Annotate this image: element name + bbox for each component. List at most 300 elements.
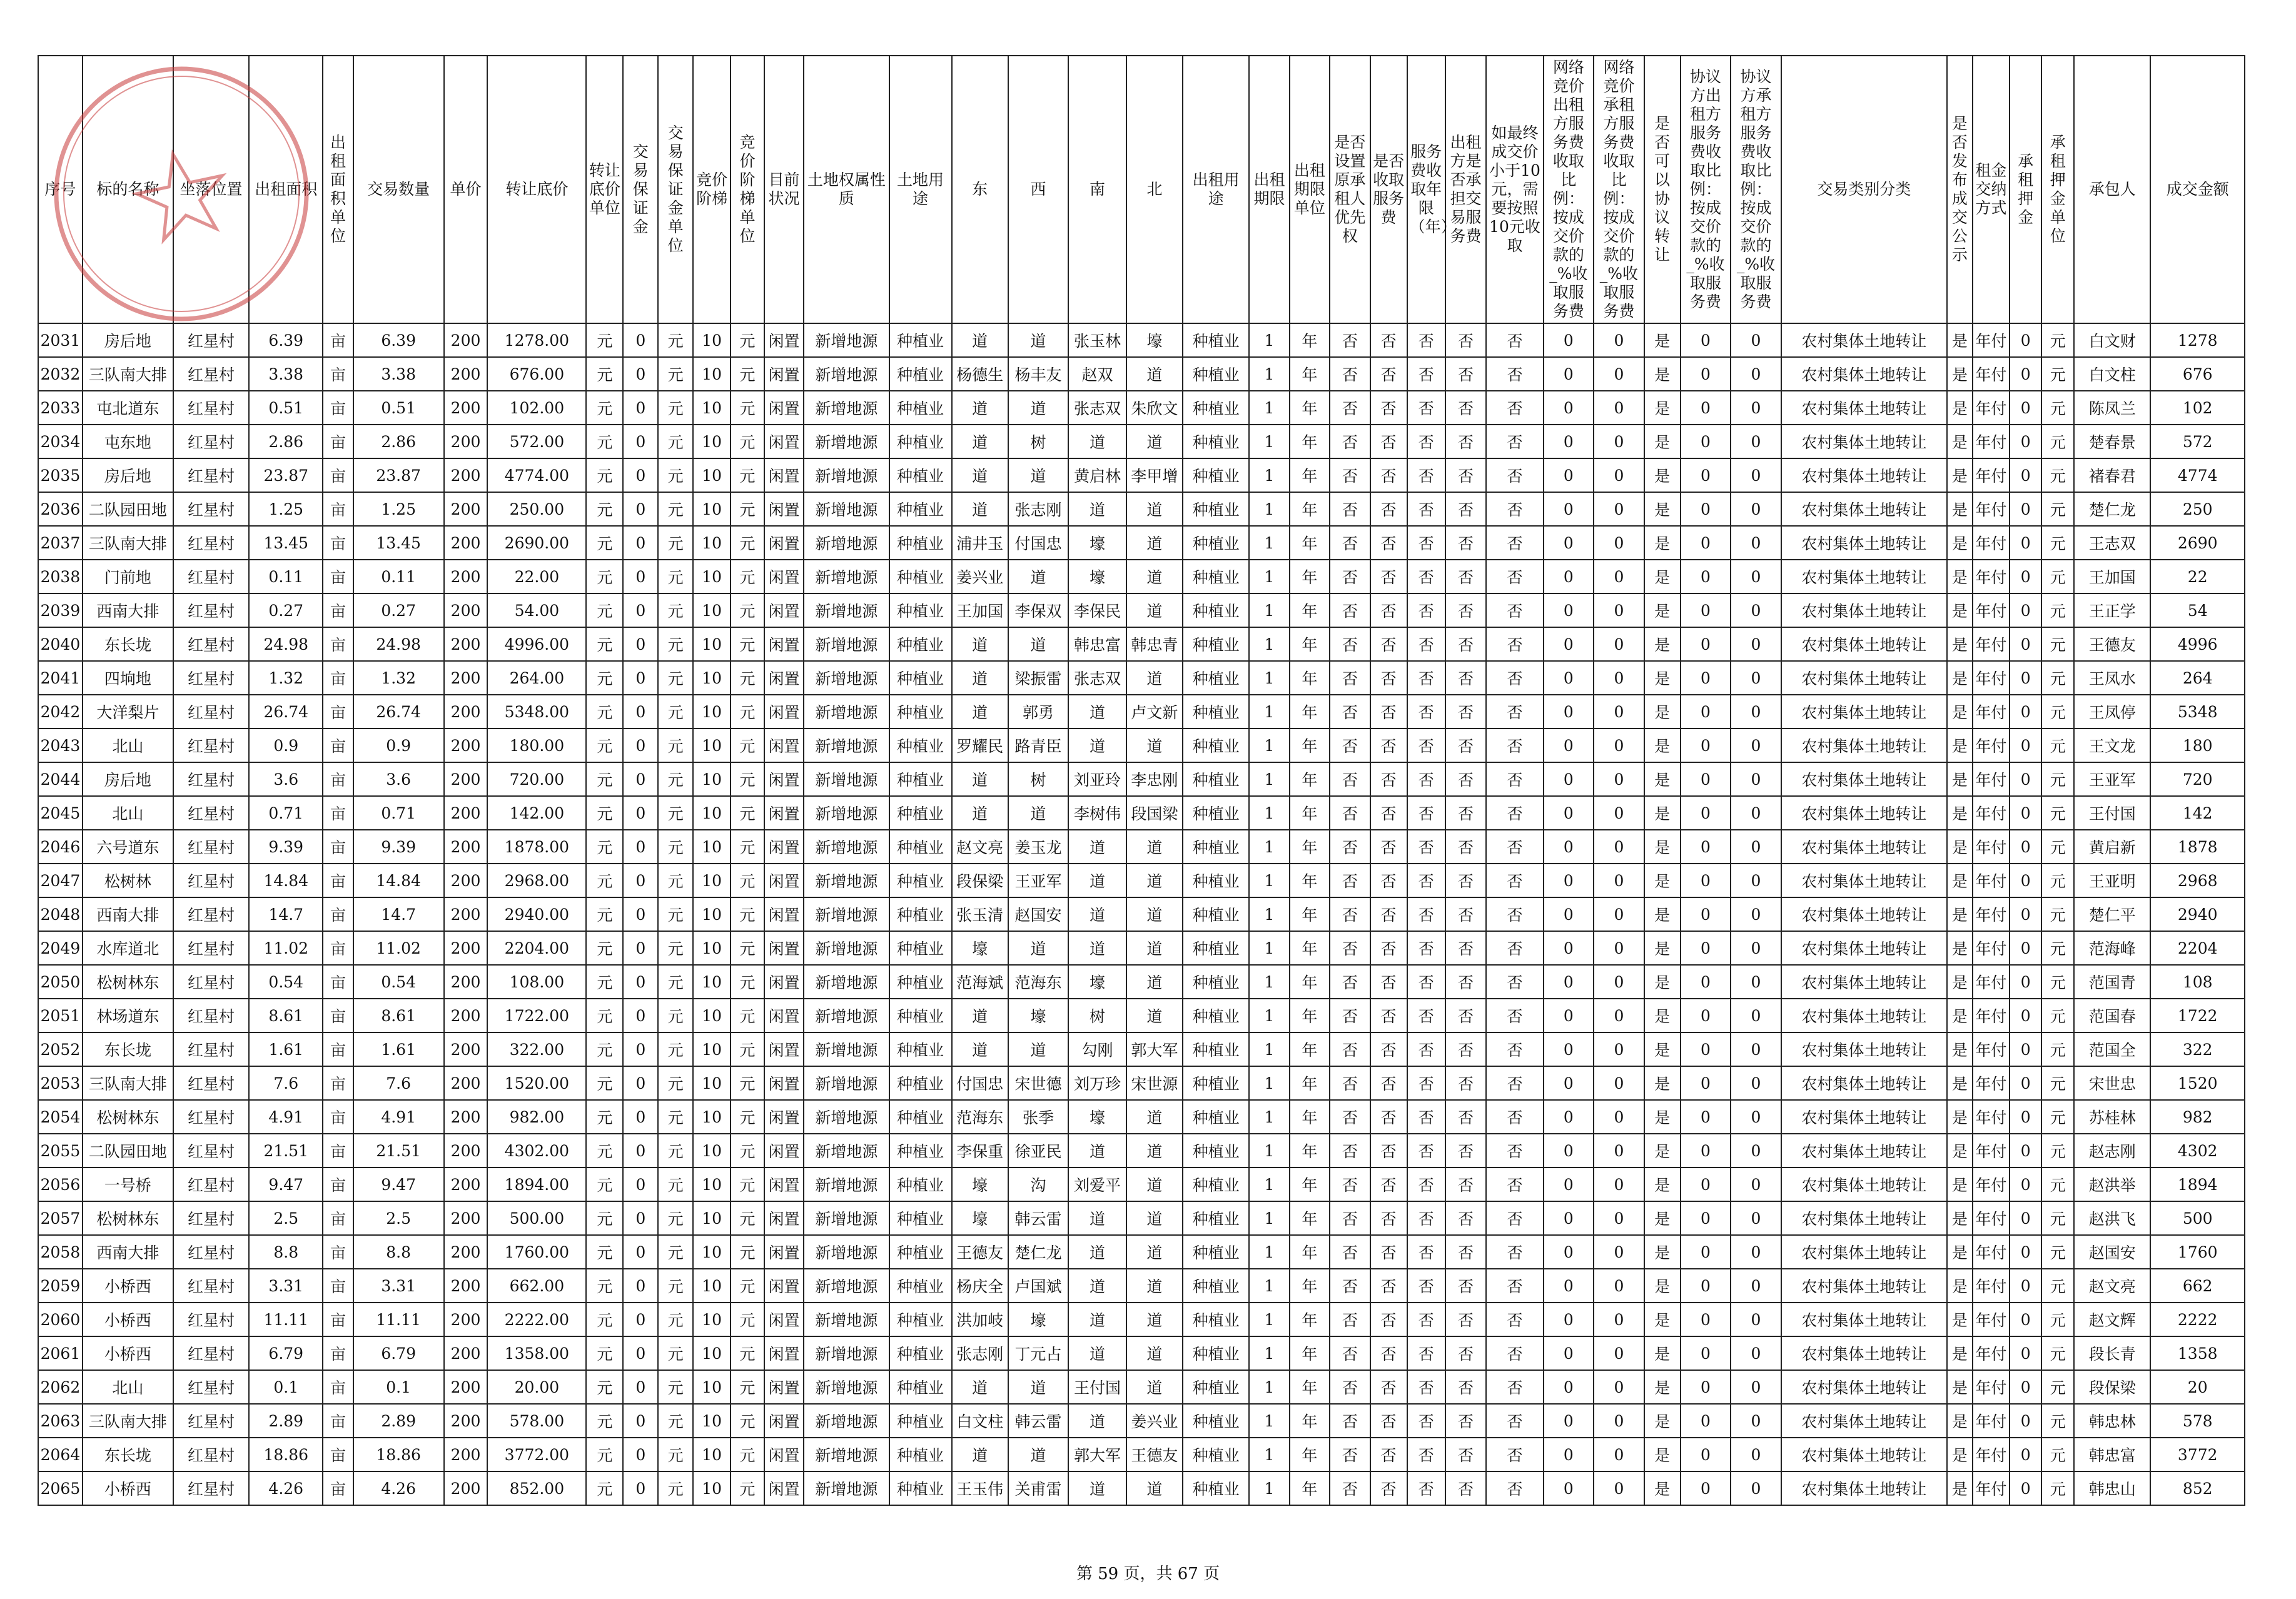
- table-cell: 元: [731, 1134, 764, 1168]
- table-cell: 闲置: [764, 729, 804, 762]
- table-cell: 0: [1544, 1269, 1594, 1303]
- table-cell: 22: [2150, 560, 2245, 593]
- table-cell: 西南大排: [83, 897, 173, 931]
- table-cell: 元: [658, 864, 693, 897]
- table-cell: 2062: [38, 1370, 83, 1404]
- table-cell: 0: [623, 1134, 658, 1168]
- table-cell: 0: [1681, 965, 1731, 999]
- table-cell: 0: [1544, 1370, 1594, 1404]
- table-cell: 否: [1445, 1471, 1487, 1505]
- table-cell: 0.71: [353, 796, 444, 830]
- table-cell: 8.8: [353, 1235, 444, 1269]
- table-body: [38, 323, 2245, 1505]
- table-cell: 11.11: [353, 1303, 444, 1336]
- table-cell: 年付: [1973, 357, 2010, 391]
- table-cell: 0: [1731, 661, 1781, 695]
- table-cell: 0: [2010, 661, 2042, 695]
- table-cell: 142.00: [487, 796, 586, 830]
- table-cell: 10: [693, 1269, 731, 1303]
- table-cell: 付国忠: [1008, 526, 1069, 560]
- table-cell: 0: [1731, 1066, 1781, 1100]
- table-cell: 0: [1681, 627, 1731, 661]
- table-cell: 10: [693, 1471, 731, 1505]
- table-cell: 2204.00: [487, 931, 586, 965]
- table-cell: 7.6: [353, 1066, 444, 1100]
- table-cell: 闲置: [764, 1134, 804, 1168]
- table-cell: 0: [623, 1471, 658, 1505]
- table-cell: 2940.00: [487, 897, 586, 931]
- table-cell: 元: [731, 931, 764, 965]
- table-cell: 否: [1370, 357, 1407, 391]
- table-cell: 种植业: [889, 1201, 952, 1235]
- table-cell: 4302.00: [487, 1134, 586, 1168]
- table-row: [38, 526, 2245, 560]
- table-cell: 180.00: [487, 729, 586, 762]
- table-cell: 578: [2150, 1404, 2245, 1438]
- table-cell: 亩: [323, 1303, 353, 1336]
- table-cell: 0.71: [249, 796, 323, 830]
- table-cell: 否: [1370, 1032, 1407, 1066]
- table-cell: 0: [1594, 1066, 1644, 1100]
- table-cell: 道: [1008, 627, 1069, 661]
- table-cell: 2053: [38, 1066, 83, 1100]
- land-transfer-table-sheet: [38, 55, 2245, 1506]
- table-cell: 种植业: [1183, 1471, 1249, 1505]
- table-cell: 否: [1407, 897, 1445, 931]
- table-cell: 红星村: [173, 357, 249, 391]
- table-cell: 元: [731, 661, 764, 695]
- table-cell: 否: [1370, 931, 1407, 965]
- table-cell: 四垧地: [83, 661, 173, 695]
- table-cell: 元: [2041, 1066, 2074, 1100]
- table-cell: 种植业: [889, 695, 952, 729]
- table-cell: 0.9: [249, 729, 323, 762]
- table-cell: 白文柱: [952, 1404, 1008, 1438]
- table-cell: 元: [586, 1032, 623, 1066]
- table-cell: 否: [1486, 1370, 1543, 1404]
- table-cell: 否: [1370, 492, 1407, 526]
- table-cell: 否: [1330, 1438, 1370, 1471]
- table-cell: 0: [623, 729, 658, 762]
- table-cell: 0: [1731, 1032, 1781, 1066]
- table-cell: 种植业: [889, 1269, 952, 1303]
- table-cell: 8.61: [249, 999, 323, 1032]
- table-cell: 新增地源: [804, 1066, 889, 1100]
- table-cell: 种植业: [1183, 796, 1249, 830]
- table-cell: 2039: [38, 593, 83, 627]
- table-cell: 新增地源: [804, 965, 889, 999]
- table-cell: 0: [2010, 593, 2042, 627]
- table-cell: 是: [1947, 627, 1973, 661]
- table-cell: 亩: [323, 1201, 353, 1235]
- table-cell: 否: [1486, 458, 1543, 492]
- table-cell: 1722.00: [487, 999, 586, 1032]
- table-cell: 是: [1947, 661, 1973, 695]
- table-cell: 元: [2041, 1269, 2074, 1303]
- table-cell: 3772: [2150, 1438, 2245, 1471]
- table-cell: 农村集体土地转让: [1781, 965, 1947, 999]
- land-transfer-table: [38, 55, 2245, 1506]
- table-cell: 姜玉龙: [1008, 830, 1069, 864]
- table-cell: 0: [1544, 1235, 1594, 1269]
- table-cell: 572: [2150, 425, 2245, 458]
- column-header: 序号: [38, 56, 83, 323]
- table-cell: 0: [623, 425, 658, 458]
- column-header: 交易类别分类: [1781, 56, 1947, 323]
- table-cell: 亩: [323, 391, 353, 425]
- table-cell: 1: [1249, 1235, 1289, 1269]
- table-cell: 否: [1370, 627, 1407, 661]
- table-cell: 张志双: [1068, 661, 1126, 695]
- column-header: 是否可以协议转让: [1644, 56, 1681, 323]
- table-cell: 范海斌: [952, 965, 1008, 999]
- table-cell: 元: [731, 1032, 764, 1066]
- table-cell: 年付: [1973, 762, 2010, 796]
- table-cell: 是: [1644, 1336, 1681, 1370]
- table-cell: 元: [586, 999, 623, 1032]
- table-cell: 韩云雷: [1008, 1201, 1069, 1235]
- table-cell: 否: [1445, 1269, 1487, 1303]
- table-cell: 0: [2010, 357, 2042, 391]
- table-cell: 0: [2010, 1032, 2042, 1066]
- table-cell: 否: [1330, 1168, 1370, 1201]
- table-cell: 是: [1644, 1032, 1681, 1066]
- table-cell: 否: [1407, 425, 1445, 458]
- column-header: 是否设置原承租人优先权: [1330, 56, 1370, 323]
- table-cell: 否: [1330, 1235, 1370, 1269]
- table-cell: 否: [1445, 999, 1487, 1032]
- table-cell: 200: [444, 695, 488, 729]
- table-cell: 亩: [323, 931, 353, 965]
- table-cell: 0: [623, 695, 658, 729]
- table-cell: 壕: [1068, 1100, 1126, 1134]
- table-cell: 否: [1407, 1032, 1445, 1066]
- table-cell: 赵国安: [2074, 1235, 2150, 1269]
- table-cell: 闲置: [764, 560, 804, 593]
- table-cell: 王德友: [2074, 627, 2150, 661]
- table-cell: 0: [1594, 627, 1644, 661]
- table-cell: 年付: [1973, 1404, 2010, 1438]
- column-header: 北: [1126, 56, 1183, 323]
- table-cell: 0: [1731, 931, 1781, 965]
- table-cell: 年: [1290, 830, 1330, 864]
- column-header: 服务费收取年限（年）: [1407, 56, 1445, 323]
- table-cell: 0: [1731, 1134, 1781, 1168]
- table-cell: 0: [1544, 1134, 1594, 1168]
- table-cell: 元: [731, 1336, 764, 1370]
- table-cell: 张志双: [1068, 391, 1126, 425]
- table-cell: 否: [1486, 864, 1543, 897]
- table-cell: 年付: [1973, 661, 2010, 695]
- table-cell: 元: [586, 1336, 623, 1370]
- table-cell: 种植业: [889, 762, 952, 796]
- table-cell: 10: [693, 391, 731, 425]
- table-cell: 年付: [1973, 695, 2010, 729]
- table-cell: 元: [2041, 931, 2074, 965]
- table-cell: 否: [1407, 627, 1445, 661]
- table-cell: 红星村: [173, 1134, 249, 1168]
- table-row: [38, 999, 2245, 1032]
- table-cell: 0: [1594, 999, 1644, 1032]
- table-cell: 0: [2010, 1100, 2042, 1134]
- table-cell: 种植业: [889, 1066, 952, 1100]
- table-cell: 种植业: [889, 357, 952, 391]
- table-cell: 种植业: [1183, 661, 1249, 695]
- table-cell: 否: [1330, 492, 1370, 526]
- table-cell: 种植业: [889, 999, 952, 1032]
- table-cell: 元: [2041, 897, 2074, 931]
- table-cell: 否: [1486, 1066, 1543, 1100]
- table-cell: 元: [586, 1168, 623, 1201]
- table-cell: 韩云雷: [1008, 1404, 1069, 1438]
- table-cell: 种植业: [1183, 1438, 1249, 1471]
- table-cell: 王加国: [952, 593, 1008, 627]
- table-cell: 0: [2010, 695, 2042, 729]
- table-cell: 元: [586, 1471, 623, 1505]
- table-cell: 9.47: [249, 1168, 323, 1201]
- table-cell: 1878.00: [487, 830, 586, 864]
- table-cell: 0: [623, 1303, 658, 1336]
- table-cell: 是: [1644, 1168, 1681, 1201]
- column-header: 出租方是否承担交易服务费: [1445, 56, 1487, 323]
- table-row: [38, 458, 2245, 492]
- table-cell: 是: [1947, 391, 1973, 425]
- table-cell: 2045: [38, 796, 83, 830]
- table-cell: 种植业: [1183, 391, 1249, 425]
- table-cell: 10: [693, 1438, 731, 1471]
- table-cell: 否: [1486, 1168, 1543, 1201]
- table-cell: 否: [1370, 1066, 1407, 1100]
- table-cell: 10: [693, 729, 731, 762]
- table-cell: 是: [1644, 627, 1681, 661]
- table-cell: 是: [1644, 1269, 1681, 1303]
- table-cell: 否: [1486, 492, 1543, 526]
- table-cell: 0: [1731, 492, 1781, 526]
- column-header: 协议方承租方服务费收取比例：按成交价款的_%收取服务费: [1731, 56, 1781, 323]
- column-header: 承租押金: [2010, 56, 2042, 323]
- table-cell: 0: [1681, 762, 1731, 796]
- table-cell: 红星村: [173, 1168, 249, 1201]
- table-cell: 0.51: [249, 391, 323, 425]
- table-cell: 0: [1681, 425, 1731, 458]
- table-cell: 0: [623, 1269, 658, 1303]
- table-cell: 闲置: [764, 1168, 804, 1201]
- table-cell: 1.25: [249, 492, 323, 526]
- table-cell: 种植业: [1183, 1134, 1249, 1168]
- table-cell: 种植业: [1183, 458, 1249, 492]
- table-cell: 元: [658, 593, 693, 627]
- table-cell: 元: [586, 593, 623, 627]
- table-cell: 农村集体土地转让: [1781, 661, 1947, 695]
- table-cell: 闲置: [764, 897, 804, 931]
- table-cell: 1: [1249, 999, 1289, 1032]
- table-cell: 农村集体土地转让: [1781, 627, 1947, 661]
- table-cell: 元: [658, 1336, 693, 1370]
- table-cell: 闲置: [764, 1303, 804, 1336]
- table-cell: 关甫雷: [1008, 1471, 1069, 1505]
- table-cell: 0: [2010, 458, 2042, 492]
- table-cell: 红星村: [173, 627, 249, 661]
- table-cell: 14.7: [353, 897, 444, 931]
- table-cell: 种植业: [1183, 999, 1249, 1032]
- table-cell: 否: [1407, 1336, 1445, 1370]
- table-cell: 元: [2041, 695, 2074, 729]
- table-cell: 0: [1594, 695, 1644, 729]
- table-cell: 200: [444, 1269, 488, 1303]
- table-cell: 红星村: [173, 425, 249, 458]
- table-cell: 0: [623, 796, 658, 830]
- table-cell: 否: [1445, 1066, 1487, 1100]
- table-row: [38, 1370, 2245, 1404]
- table-cell: 否: [1407, 1100, 1445, 1134]
- table-cell: 0: [1594, 593, 1644, 627]
- table-cell: 1: [1249, 357, 1289, 391]
- table-cell: 0: [1544, 1471, 1594, 1505]
- table-cell: 0: [2010, 1201, 2042, 1235]
- table-cell: 0: [1681, 999, 1731, 1032]
- table-cell: 新增地源: [804, 1168, 889, 1201]
- table-cell: 否: [1445, 897, 1487, 931]
- table-cell: 2968: [2150, 864, 2245, 897]
- table-cell: 种植业: [889, 897, 952, 931]
- table-cell: 0: [2010, 1303, 2042, 1336]
- table-cell: 2.5: [353, 1201, 444, 1235]
- table-cell: 元: [586, 695, 623, 729]
- table-cell: 年付: [1973, 526, 2010, 560]
- table-cell: 红星村: [173, 1370, 249, 1404]
- table-cell: 否: [1486, 1235, 1543, 1269]
- table-cell: 1.32: [353, 661, 444, 695]
- table-cell: 道: [1126, 1303, 1183, 1336]
- table-cell: 2038: [38, 560, 83, 593]
- table-cell: 2057: [38, 1201, 83, 1235]
- table-cell: 闲置: [764, 695, 804, 729]
- table-cell: 0: [623, 323, 658, 357]
- table-cell: 亩: [323, 864, 353, 897]
- table-cell: 322.00: [487, 1032, 586, 1066]
- table-cell: 264.00: [487, 661, 586, 695]
- table-cell: 2059: [38, 1269, 83, 1303]
- table-cell: 陈凤兰: [2074, 391, 2150, 425]
- table-cell: 否: [1445, 864, 1487, 897]
- table-cell: 道: [1126, 425, 1183, 458]
- column-header: 单价: [444, 56, 488, 323]
- table-cell: 元: [2041, 1235, 2074, 1269]
- table-cell: 宋世德: [1008, 1066, 1069, 1100]
- table-cell: 否: [1445, 1370, 1487, 1404]
- table-cell: 亩: [323, 1235, 353, 1269]
- table-cell: 0: [1544, 830, 1594, 864]
- table-cell: 元: [658, 1471, 693, 1505]
- table-cell: 农村集体土地转让: [1781, 1370, 1947, 1404]
- table-cell: 元: [731, 729, 764, 762]
- table-cell: 14.7: [249, 897, 323, 931]
- table-cell: 元: [586, 931, 623, 965]
- table-cell: 108.00: [487, 965, 586, 999]
- table-cell: 元: [658, 695, 693, 729]
- table-cell: 种植业: [889, 830, 952, 864]
- table-cell: 否: [1486, 965, 1543, 999]
- table-cell: 王正学: [2074, 593, 2150, 627]
- table-cell: 王加国: [2074, 560, 2150, 593]
- table-cell: 罗耀民: [952, 729, 1008, 762]
- table-cell: 王付国: [1068, 1370, 1126, 1404]
- table-cell: 李保双: [1008, 593, 1069, 627]
- table-cell: 0: [1731, 1471, 1781, 1505]
- table-cell: 年: [1290, 897, 1330, 931]
- table-cell: 元: [731, 1404, 764, 1438]
- table-cell: 1: [1249, 1404, 1289, 1438]
- table-cell: 年: [1290, 1032, 1330, 1066]
- table-cell: 道: [1126, 1100, 1183, 1134]
- table-cell: 否: [1330, 1066, 1370, 1100]
- table-cell: 元: [658, 425, 693, 458]
- table-cell: 种植业: [889, 1100, 952, 1134]
- table-cell: 赵洪飞: [2074, 1201, 2150, 1235]
- table-cell: 8.8: [249, 1235, 323, 1269]
- table-cell: 否: [1330, 458, 1370, 492]
- table-cell: 0: [1681, 357, 1731, 391]
- table-cell: 道: [1008, 323, 1069, 357]
- table-cell: 是: [1644, 1066, 1681, 1100]
- table-cell: 0: [2010, 526, 2042, 560]
- table-cell: 年: [1290, 1168, 1330, 1201]
- table-cell: 否: [1407, 492, 1445, 526]
- table-cell: 元: [2041, 1370, 2074, 1404]
- table-cell: 亩: [323, 965, 353, 999]
- table-cell: 年付: [1973, 391, 2010, 425]
- table-cell: 2.89: [249, 1404, 323, 1438]
- table-cell: 2058: [38, 1235, 83, 1269]
- column-header: 是否发布成交公示: [1947, 56, 1973, 323]
- table-row: [38, 830, 2245, 864]
- table-cell: 元: [586, 1066, 623, 1100]
- table-cell: 否: [1330, 762, 1370, 796]
- table-cell: 1: [1249, 931, 1289, 965]
- table-cell: 红星村: [173, 965, 249, 999]
- table-cell: 新增地源: [804, 1100, 889, 1134]
- table-cell: 道: [952, 1438, 1008, 1471]
- table-cell: 否: [1330, 323, 1370, 357]
- table-cell: 亩: [323, 762, 353, 796]
- table-cell: 元: [586, 1370, 623, 1404]
- table-cell: 200: [444, 1168, 488, 1201]
- table-cell: 否: [1330, 999, 1370, 1032]
- table-cell: 是: [1947, 1235, 1973, 1269]
- table-cell: 否: [1486, 560, 1543, 593]
- table-cell: 范国青: [2074, 965, 2150, 999]
- table-cell: 否: [1445, 729, 1487, 762]
- table-cell: 王文龙: [2074, 729, 2150, 762]
- table-cell: 否: [1407, 762, 1445, 796]
- table-cell: 200: [444, 492, 488, 526]
- table-cell: 14.84: [353, 864, 444, 897]
- table-cell: 2204: [2150, 931, 2245, 965]
- table-cell: 闲置: [764, 830, 804, 864]
- table-cell: 道: [1008, 931, 1069, 965]
- column-header: 竞价阶梯: [693, 56, 731, 323]
- table-cell: 新增地源: [804, 593, 889, 627]
- table-cell: 0: [1594, 1336, 1644, 1370]
- table-cell: 元: [586, 1201, 623, 1235]
- table-cell: 种植业: [1183, 1032, 1249, 1066]
- table-cell: 年: [1290, 965, 1330, 999]
- column-header: 竞价阶梯单位: [731, 56, 764, 323]
- table-cell: 年付: [1973, 1066, 2010, 1100]
- table-cell: 元: [586, 965, 623, 999]
- table-cell: 农村集体土地转让: [1781, 1471, 1947, 1505]
- table-cell: 元: [2041, 391, 2074, 425]
